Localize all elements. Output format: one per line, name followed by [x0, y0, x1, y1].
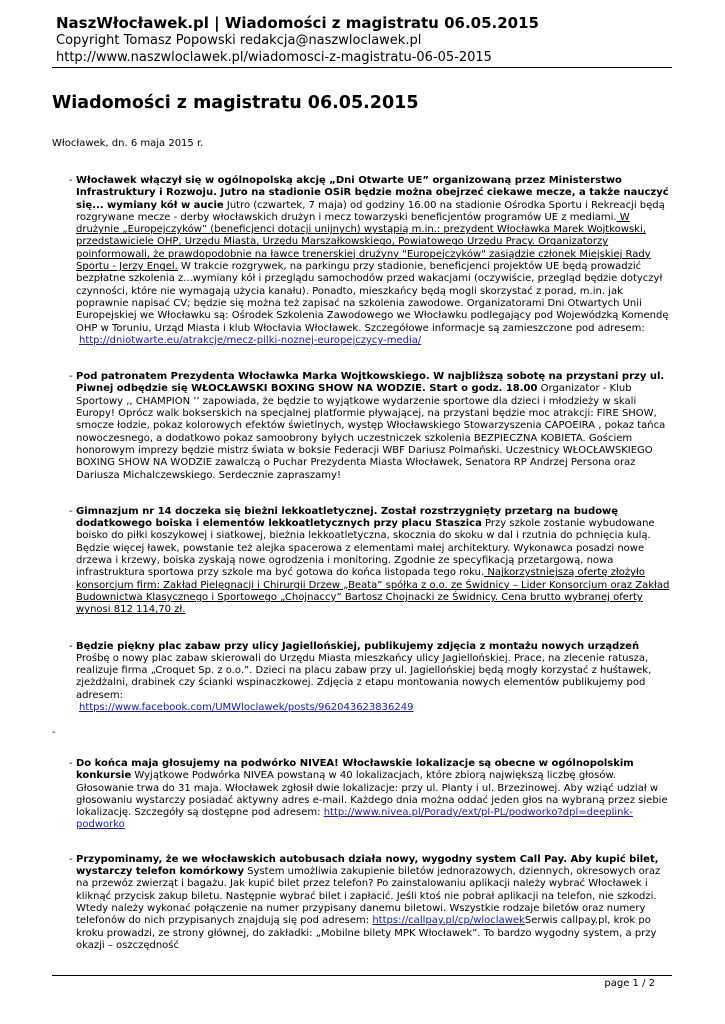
news-item — [66, 758, 672, 832]
news-item-lead: Będzie piękny plac zabaw przy ulicy Jagiellońskiej, publikujemy zdjęcia z montażu nowych urządzeń — [76, 640, 640, 652]
news-item — [66, 371, 672, 482]
footer-divider — [52, 975, 672, 976]
header-url: http://www.naszwloclawek.pl/wiadomosci-z-magistratu-06-05-2015 — [56, 50, 492, 65]
news-item-text: Jutro (czwartek, 7 maja) od godziny 16.00 na stadionie Ośrodka Sportu i Rekreacji będą rozgrywane mecze - derby włocławskich drużyn i mecz towarzyski beneficjentów programów UE z mediami. — [76, 199, 665, 223]
news-list-continued — [66, 758, 672, 952]
news-item — [66, 506, 672, 617]
news-item-text: Serwis callpay.pl, krok po kroku prowadzi, ze strony głównej, do zakładki: „Mobilne bilety MPK Włocławek”. To bardzo wygodny system, a przy okazji – oszczędność — [76, 915, 657, 951]
news-item — [66, 175, 672, 347]
news-item-text: Wyjątkowe Podwórka NIVEA powstaną w 40 lokalizacjach, które zbiorą największą liczbę głosów. Głosowanie trwa do 31 maja. Włocławek zgłosił dwie lokalizacje: przy ul. Planty i ul. Brzezinowej. Aby wziąć udział w głosowaniu wystarczy posiadać aktywny adres e-mail. Każdego dnia można oddać jeden głos na wybraną przez siebie lokalizację. Szczegóły są dostępne pod adresem: — [76, 770, 668, 819]
news-item — [66, 854, 672, 952]
news-item-text: Prośbę o nowy plac zabaw skierowali do Urzędu Miasta mieszkańcy ulicy Jagiellońskiej. Prace, na zlecenie ratusza, realizuje firma „Croquet Sp. z o.o.”. Dzieci na placu zabaw przy ul. Jagiellońskiej będą mogły korzystać z huśtawek, zjeżdżalni, drabinek czy ścianki wspinaczkowej. Zdjęcia z etapu montowania nowych elementów publikujemy pod adresem: — [76, 652, 652, 701]
news-item-lead: Przypominamy, że we włocławskich autobusach działa nowy, wygodny system Call Pay. Aby kupić bilet, wystarczy telefon komórkowy — [76, 853, 659, 878]
document-header — [56, 14, 676, 66]
header-copyright: Copyright Tomasz Popowski redakcja@naszwloclawek.pl — [56, 33, 422, 48]
news-item-lead: Do końca maja głosujemy na podwórko NIVEA! Włocławskie lokalizacje są obecne w ogólnopolskim konkursie — [76, 758, 634, 782]
news-item-text: Organizator - Klub Sportowy ,, CHAMPION ’’ zapowiada, że będzie to wyjątkowe wydarzenie sportowe dla dzieci i młodzieży w skali Europy! Oprócz walk bokserskich na specjalnej platformie pływającej, na przystani będzie moc atrakcji: FIRE SHOW, smocze łodzie, pokaz kolorowych efektów świetlnych, występ Włocławskiego Stowarzyszenia CAPOEIRA , pokaz tańca nowoczesnego, a dodatkowo pokaz samoobrony byłych uczestniczek szkolenia BEZPIECZNA KOBIETA. Gościem honorowym imprezy będzie mistrz świata w boksie Federacji WBF Dariusz Polmański. Uczestnicy WŁOCŁAWSKIEGO BOXING SHOW NA WODZIE zawalczą o Puchar Prezydenta Miasta Włocławek, Senatora RP Andrzej Persona oraz Dariusza Michalczewskiego. Serdecznie zapraszamy! — [76, 383, 666, 481]
news-item-link[interactable]: http://dniotwarte.eu/atrakcje/mecz-pilki-noznej-europejczycy-media/ — [79, 334, 422, 346]
header-title: NaszWłocławek.pl | Wiadomości z magistratu 06.05.2015 — [56, 14, 539, 32]
news-item-text: W trakcie rozgrywek, na parkingu przy stadionie, beneficjenci projektów UE będą prowadzić bezpłatne szkolenia z...wymiany kół i przeglądu samochodów przed wakacjami (oczywiście, przegląd będzie dotyczył czynności, które nie wymagają użycia kanału). Ponadto, mieszkańcy będą mogli skorzystać z porad, m.in. jak poprawnie napisać CV; będzie się można też zapisać na szkolenia zawodowe. Organizatorami Dni Otwartych Unii Europejskiej we Włocławku są: Ośrodek Szkolenia Zawodowego we Włocławku podlegający pod Wojewódzką Komendę OHP w Toruniu, Urząd Miasta i klub Włocłavia Włocławek. Szczegółowe informacje są zamieszczone pod adresem: — [76, 261, 669, 334]
news-item-link[interactable]: http://www.nivea.pl/Porady/ext/pl-PL/podworko?dpl=deeplink-podworko — [76, 807, 633, 831]
dateline: Włocławek, dn. 6 maja 2015 r. — [52, 138, 204, 149]
news-item-underlined: W drużynie „Europejczyków” (beneficjenci dotacji unijnych) wystąpią m.in.: prezydent Włocławka Marek Wojtkowski, przedstawiciele OHP, Urzędu Miasta, Urzędu Marszałkowskiego, Powiatowego Urzędu Pracy. Organizatorzy poinformowali, że prawdopodobnie na ławce trenerskiej drużyny "Europejczyków" zasiądzie członek Miejskiej Rady Sportu - Jerzy Engel. — [76, 211, 651, 273]
news-item-link[interactable]: https://callpay.pl/cp/wloclawek — [372, 915, 525, 927]
page-title: Wiadomości z magistratu 06.05.2015 — [52, 93, 419, 113]
news-list — [66, 175, 672, 714]
news-item-underlined: Najkorzystniejszą ofertę złożyło konsorcjum firm: Zakład Pielęgnacji i Chirurgii Drzew „Beata” spółka z o.o. ze Świdnicy – Lider Konsorcjum oraz Zakład Budownictwa Klasycznego i Sportowego „Chojnaccy” Bartosz Chojnacki ze Świdnicy. Cena brutto wybranej oferty wynosi 812 114,70 zł. — [76, 567, 670, 616]
page-number: page 1 / 2 — [604, 978, 655, 989]
news-item — [66, 641, 672, 715]
news-item-lead: Pod patronatem Prezydenta Włocławka Marka Wojtkowskiego. W najbliższą sobotę na przystani przy ul. Piwnej odbędzie się WŁOCŁAWSKI BOXING SHOW NA WODZIE. Start o godz. 18.00 — [76, 371, 665, 395]
header-divider — [52, 67, 672, 68]
news-item-lead: Gimnazjum nr 14 doczeka się bieżni lekkoatletycznej. Został rozstrzygnięty przetarg na budowę dodatkowego boiska i elementów lekkoatletycznych przy placu Staszica — [76, 505, 619, 530]
news-item-link[interactable]: https://www.facebook.com/UMWloclawek/posts/962043623836249 — [79, 701, 414, 713]
news-item-lead: Włocławek włączył się w ogólnopolską akcję „Dni Otwarte UE” organizowaną przez Ministerstwo Infrastruktury i Rozwoju. Jutro na stadionie OSiR będzie można obejrzeć ciekawe mecze, a także nauczyć się... wymiany kół w aucie — [76, 175, 669, 211]
stray-dash: - — [52, 727, 56, 738]
news-item-text: Przy szkole zostanie wybudowane boisko do piłki koszykowej i siatkowej, bieżnia lekkoatletyczna, skocznia do skoku w dal i rzutnia do pchnięcia kulą. Będzie więcej ławek, powstanie też alejka spacerowa z elementami małej architektury. Wykonawca posadzi nowe drzewa i krzewy, boiska zyskają nowe ogrodzenia i monitoring. Zgodnie ze specyfikacją przetargową, nowa infrastruktura sportowa przy szkole ma być gotowa do końca listopada tego roku. — [76, 518, 655, 579]
news-item-text: System umożliwia zakupienie biletów jednorazowych, dziennych, okresowych oraz na przewóz zwierząt i bagażu. Jak kupić bilet przez telefon? Po zainstalowaniu aplikacji należy wybrać Włocławek i kliknąć przycisk zakup biletu. Następnie wybrać bilet i zapłacić. Jeśli ktoś nie pobrał aplikacji na telefon, nie szkodzi. Wtedy należy wykonać połączenie na numer przypisany danemu biletowi. Wszystkie rodzaje biletów oraz numery telefonów do nich przypisanych znajdują się pod adresem: — [76, 866, 661, 927]
